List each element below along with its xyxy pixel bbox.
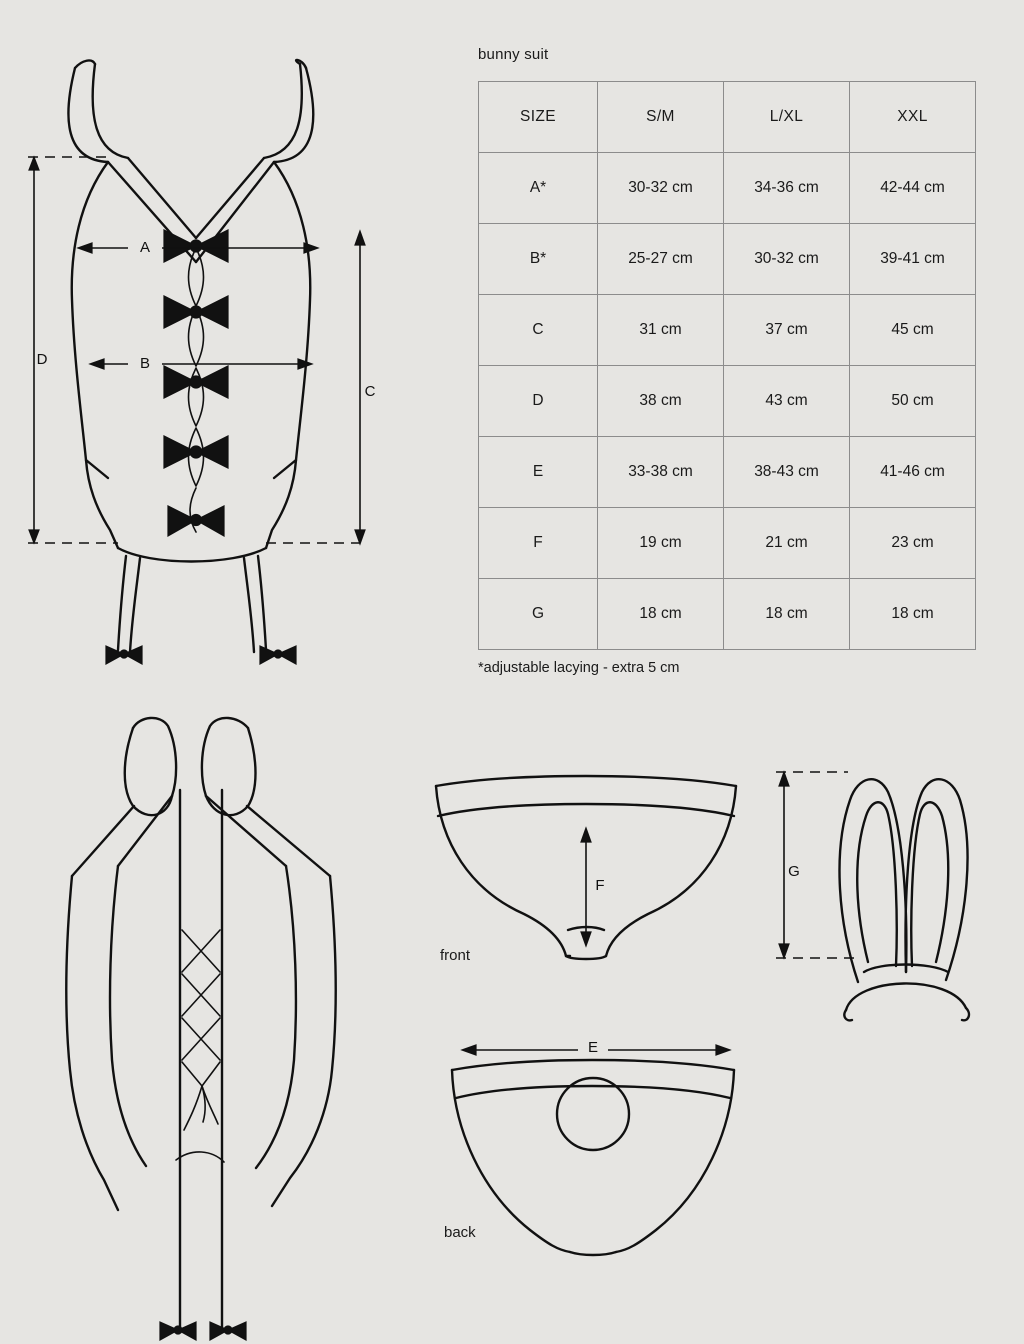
cell-value: 38-43 cm [724,437,850,508]
table-col-lxl: L/XL [724,82,850,153]
table-row [479,437,976,508]
cell-value: 34-36 cm [724,153,850,224]
table-row [479,224,976,295]
cell-value: 25-27 cm [598,224,724,295]
table-row [479,366,976,437]
row-label: E [479,437,598,508]
table-row [479,508,976,579]
dim-label-E: E [587,1038,599,1056]
table-caption: bunny suit [478,46,549,63]
cell-value: 30-32 cm [724,224,850,295]
cell-value: 31 cm [598,295,724,366]
row-label: F [479,508,598,579]
row-label: D [479,366,598,437]
cell-value: 21 cm [724,508,850,579]
table-row [479,153,976,224]
dim-label-G: G [788,863,800,880]
cell-value: 42-44 cm [850,153,976,224]
table-row [479,295,976,366]
figure-bunny-ears [776,772,969,1020]
row-label: G [479,579,598,650]
cell-value: 45 cm [850,295,976,366]
label-front: front [440,947,471,964]
row-label: C [479,295,598,366]
size-table [478,81,976,650]
dim-label-A: A [139,238,151,256]
cell-value: 23 cm [850,508,976,579]
cell-value: 38 cm [598,366,724,437]
cell-value: 39-41 cm [850,224,976,295]
cell-value: 30-32 cm [598,153,724,224]
cell-value: 43 cm [724,366,850,437]
cell-value: 41-46 cm [850,437,976,508]
table-col-sm: S/M [598,82,724,153]
table-row [479,579,976,650]
figure-panty-back [452,1036,734,1255]
row-label: B* [479,224,598,295]
dim-label-B: B [139,354,151,372]
cell-value: 18 cm [724,579,850,650]
dim-label-F: F [595,877,605,894]
row-label: A* [479,153,598,224]
label-back: back [444,1224,476,1241]
cell-value: 18 cm [850,579,976,650]
figure-panty-front [436,776,736,959]
table-col-size: SIZE [479,82,598,153]
cell-value: 19 cm [598,508,724,579]
cell-value: 18 cm [598,579,724,650]
table-col-xxl: XXL [850,82,976,153]
size-table-section [478,46,978,676]
dim-label-D: D [36,351,48,368]
figure-bodysuit-back [66,718,335,1340]
cell-value: 50 cm [850,366,976,437]
figure-bodysuit-front [28,60,376,664]
table-footnote: *adjustable lacying - extra 5 cm [478,660,680,676]
cell-value: 37 cm [724,295,850,366]
dim-label-C: C [364,383,376,400]
table-header-row [479,82,976,153]
cell-value: 33-38 cm [598,437,724,508]
